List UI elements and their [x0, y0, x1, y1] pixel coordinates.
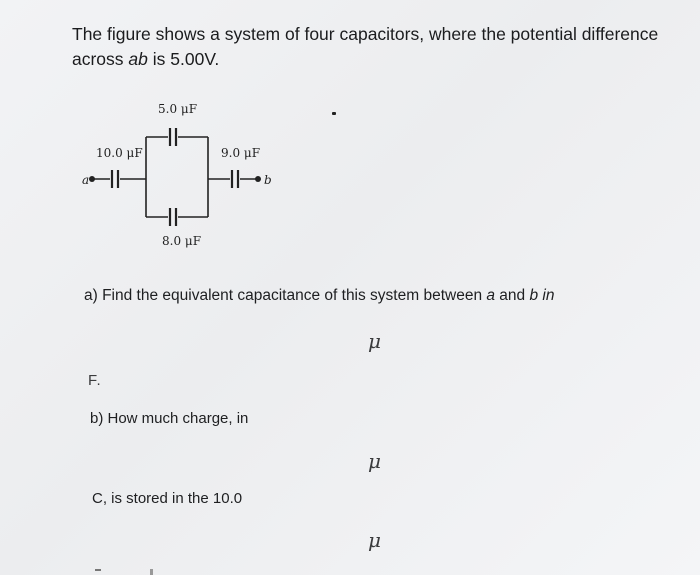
- question-ab: ab: [128, 49, 148, 69]
- cutoff-mark-2: [150, 569, 153, 575]
- part-c-unit-prefix: μ: [368, 528, 381, 552]
- cutoff-mark: [95, 569, 101, 571]
- bottom-cap-label: 8.0 μF: [162, 234, 202, 248]
- screen-speck: [332, 112, 336, 115]
- part-a-in: in: [538, 287, 555, 304]
- capacitor-circuit-diagram: [80, 95, 280, 255]
- right-cap-label: 9.0 μF: [221, 146, 261, 160]
- part-a-unit-suffix: F.: [88, 372, 102, 389]
- part-a-b: b: [529, 287, 539, 304]
- top-cap-label: 5.0 μF: [158, 102, 198, 116]
- question-voltage: is 5.00V.: [147, 49, 220, 69]
- part-b-question: b) How much charge, in: [90, 410, 249, 427]
- part-b-unit-prefix: μ: [368, 449, 381, 473]
- terminal-a-dot: [89, 176, 95, 182]
- part-a-and: and: [495, 287, 530, 304]
- question-intro: The figure shows a system of four capacitors, where the potential difference across: [72, 24, 659, 69]
- part-c-question: C, is stored in the 10.0: [92, 490, 243, 507]
- part-a-text: a) Find the equivalent capacitance of this system between: [84, 287, 487, 304]
- question-text: [72, 22, 692, 72]
- terminal-b-label: b: [264, 173, 272, 187]
- part-a-unit-prefix: μ: [368, 329, 381, 353]
- part-a-a: a: [486, 287, 495, 304]
- left-cap-label: 10.0 μF: [96, 146, 143, 160]
- part-a-question: [84, 287, 554, 305]
- terminal-b-dot: [255, 176, 261, 182]
- terminal-a-label: a: [82, 173, 90, 187]
